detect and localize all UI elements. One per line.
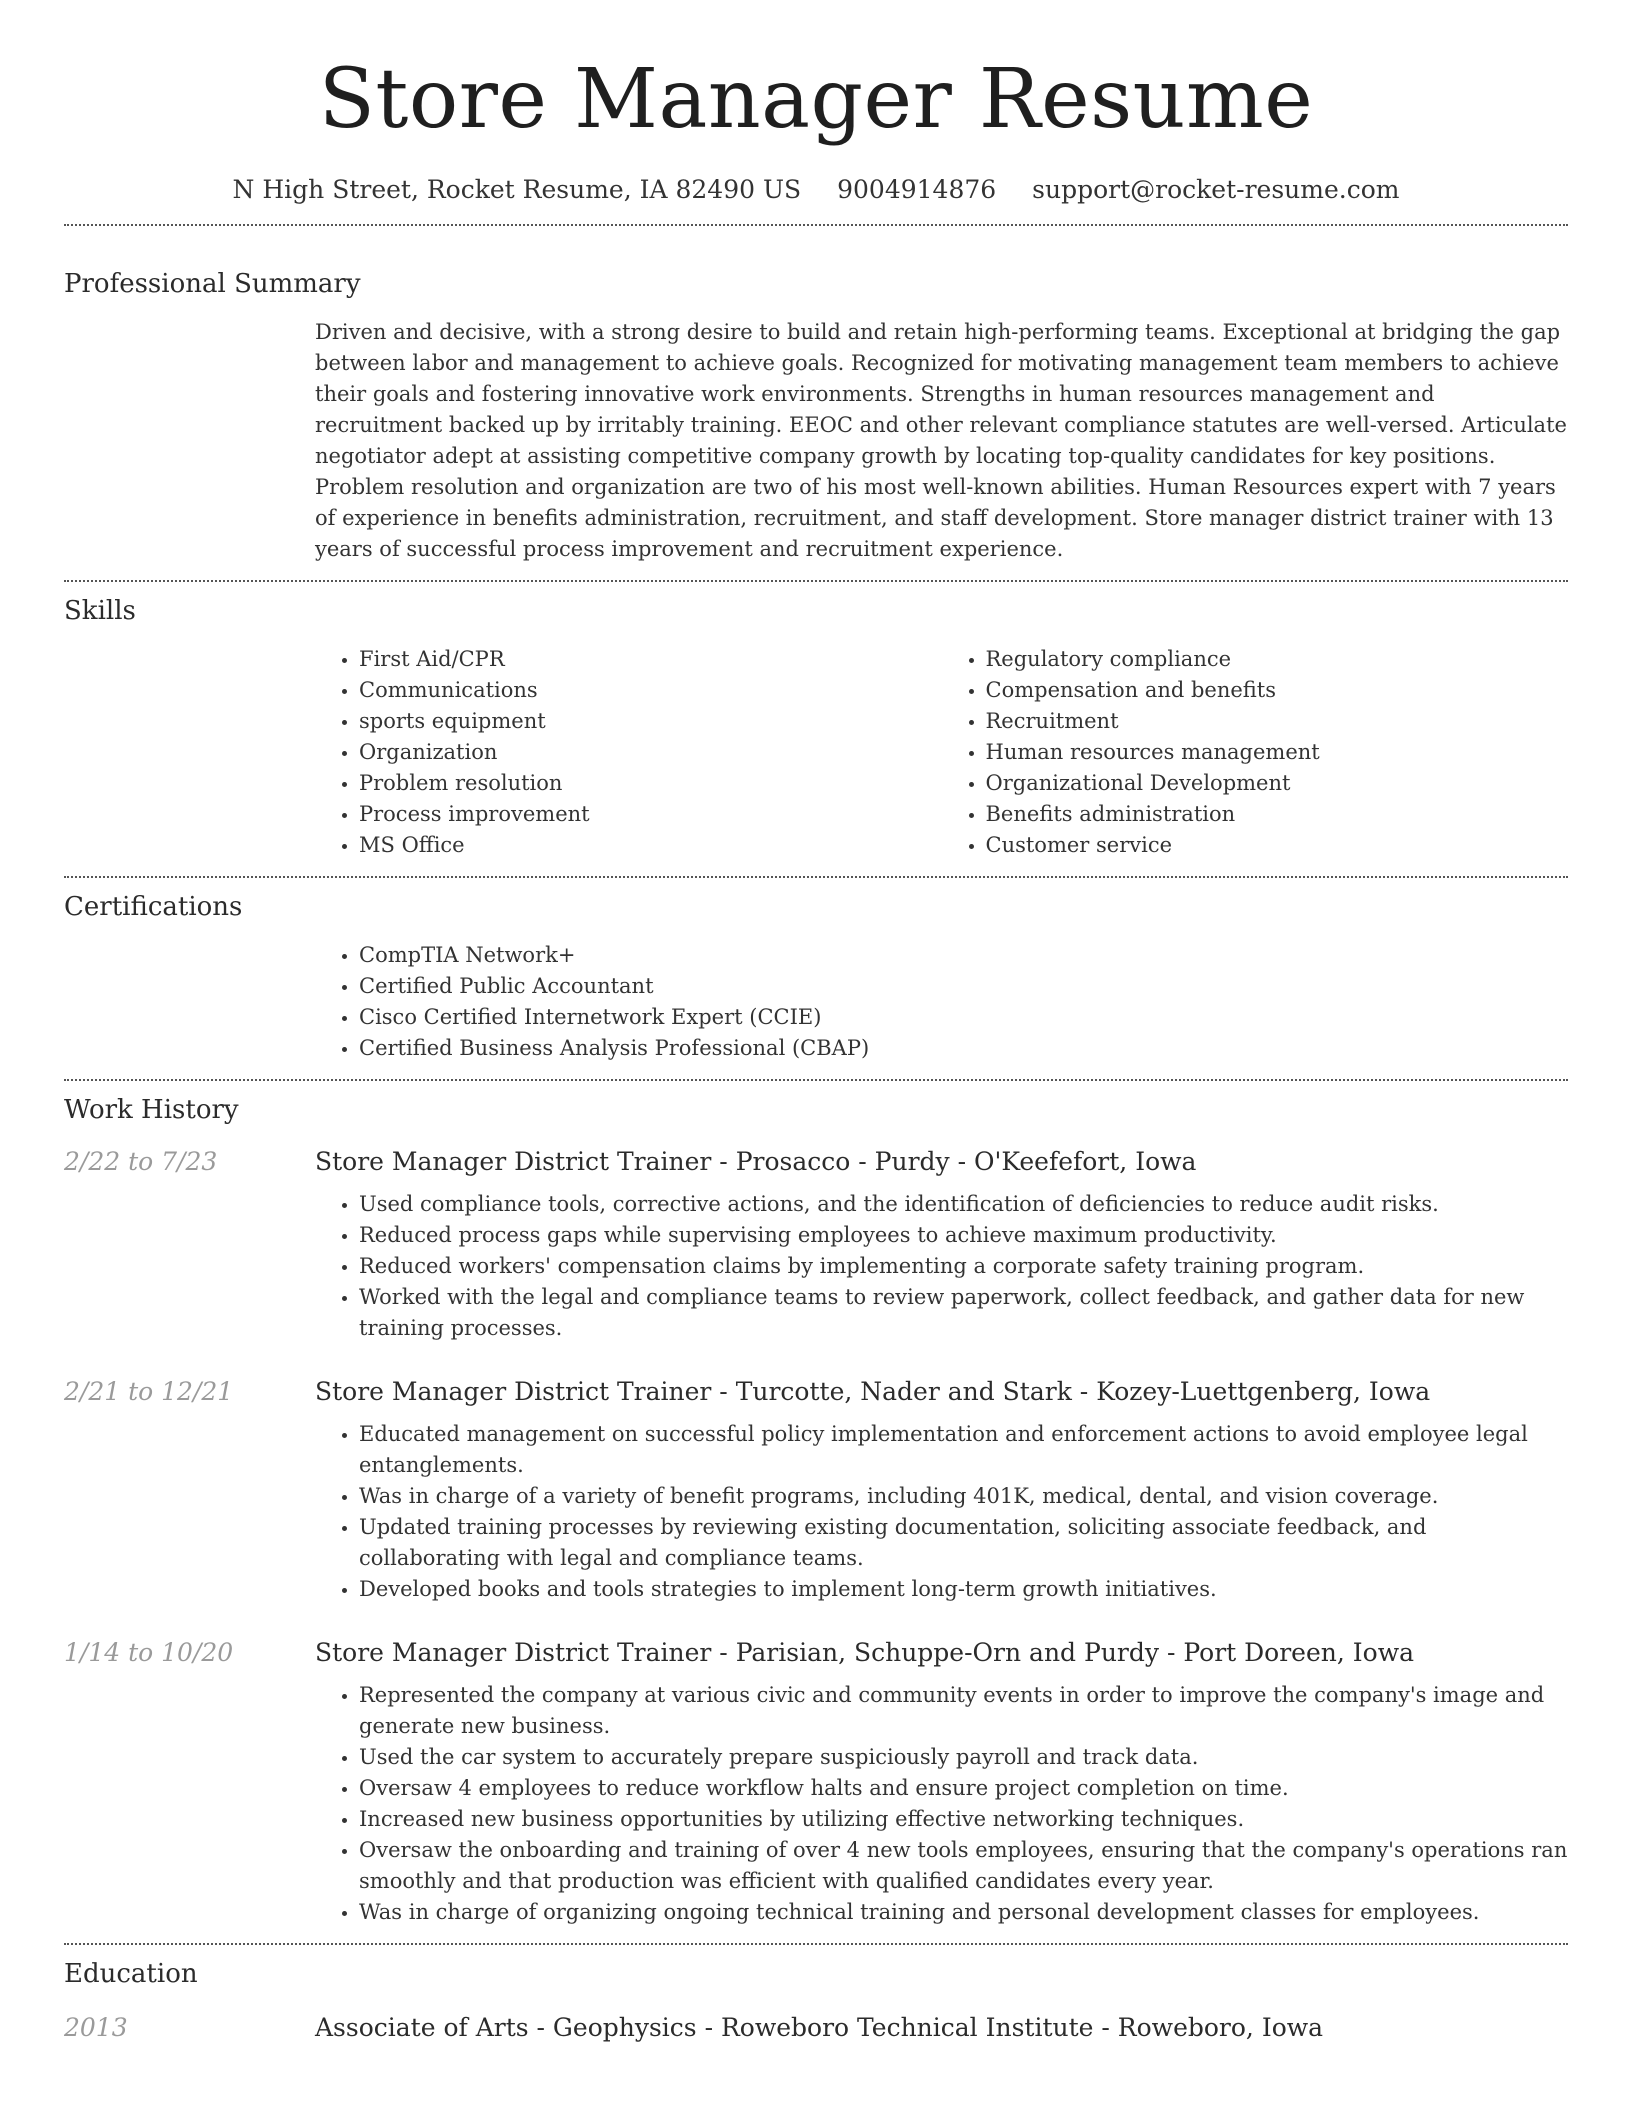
- certification-item: • Certified Public Accountant: [359, 971, 1568, 1002]
- certification-item: • Certified Business Analysis Professional (CBAP): [359, 1033, 1568, 1064]
- skill-item: • Communications: [359, 675, 942, 706]
- job-entry: [64, 1638, 1568, 1928]
- divider: [64, 580, 1568, 582]
- summary-text: Driven and decisive, with a strong desire to build and retain high-performing teams. Exceptional at bridging the gap between labor and management to achieve goals. Recognized for motivating management team members to achieve their goals and fostering innovative work environments. Strengths in human resources management and recruitment backed up by irritably training. EEOC and other relevant compliance statutes are well-versed. Articulate negotiator adept at assisting competitive company growth by locating top-quality candidates for key positions. Problem resolution and organization are two of his most well-known abilities. Human Resources expert with 7 years of experience in benefits administration, recruitment, and staff development. Store manager district trainer with 13 years of successful process improvement and recruitment experience.: [315, 320, 1567, 561]
- job-entry: [64, 1147, 1568, 1344]
- skill-item: • Regulatory compliance: [986, 644, 1569, 675]
- job-bullet: • Educated management on successful policy implementation and enforcement actions to avoid employee legal entanglements.: [359, 1419, 1568, 1481]
- contact-email: support@rocket-resume.com: [1032, 175, 1400, 204]
- skill-item: • MS Office: [359, 830, 942, 861]
- divider: [64, 876, 1568, 878]
- job-bullet: • Developed books and tools strategies to implement long-term growth initiatives.: [359, 1574, 1568, 1605]
- job-bullet: • Oversaw the onboarding and training of over 4 new tools employees, ensuring that the company's operations ran smoothly and that production was efficient with qualified candidates every year.: [359, 1835, 1568, 1897]
- certification-item: • Cisco Certified Internetwork Expert (CCIE): [359, 1002, 1568, 1033]
- skill-item: • Process improvement: [359, 799, 942, 830]
- job-dates: 2/22 to 7/23: [64, 1147, 218, 1176]
- education-section: [64, 1956, 1568, 2042]
- job-bullet: • Used the car system to accurately prepare suspiciously payroll and track data.: [359, 1742, 1568, 1773]
- certification-item: • CompTIA Network+: [359, 940, 1568, 971]
- work-history-section: [64, 1092, 1568, 1928]
- skill-item: • Recruitment: [986, 706, 1569, 737]
- job-bullet: • Was in charge of a variety of benefit programs, including 401K, medical, dental, and vision coverage.: [359, 1481, 1568, 1512]
- education-year: 2013: [64, 2013, 128, 2042]
- skill-item: • Problem resolution: [359, 768, 942, 799]
- contact-phone: 9004914876: [837, 175, 997, 204]
- skills-columns: [315, 644, 1568, 861]
- job-bullet: • Increased new business opportunities by utilizing effective networking techniques.: [359, 1804, 1568, 1835]
- skill-item: • sports equipment: [359, 706, 942, 737]
- divider: [64, 1943, 1568, 1945]
- resume-page: [64, 0, 1568, 2042]
- summary-section: [64, 266, 1568, 565]
- skill-item: • Customer service: [986, 830, 1569, 861]
- job-bullet: • Reduced process gaps while supervising employees to achieve maximum productivity.: [359, 1220, 1568, 1251]
- job-bullet: • Updated training processes by reviewing existing documentation, soliciting associate feedback, and collaborating with legal and compliance teams.: [359, 1512, 1568, 1574]
- section-title-work-history: Work History: [64, 1095, 239, 1125]
- job-header: [64, 1638, 1568, 1667]
- skills-list-left: [315, 644, 942, 861]
- skill-item: • Organizational Development: [986, 768, 1569, 799]
- education-title: Associate of Arts - Geophysics - Roweboro Technical Institute - Roweboro, Iowa: [315, 2013, 1324, 2042]
- job-dates: 2/21 to 12/21: [64, 1377, 234, 1406]
- divider: [64, 1079, 1568, 1081]
- skill-item: • Benefits administration: [986, 799, 1569, 830]
- job-dates: 1/14 to 10/20: [64, 1638, 234, 1667]
- job-bullet: • Was in charge of organizing ongoing technical training and personal development classes for employees.: [359, 1897, 1568, 1928]
- section-title-certifications: Certifications: [64, 892, 243, 922]
- divider: [64, 224, 1568, 226]
- job-bullet: • Reduced workers' compensation claims by implementing a corporate safety training program.: [359, 1251, 1568, 1282]
- job-bullet: • Worked with the legal and compliance teams to review paperwork, collect feedback, and gather data for new training processes.: [359, 1282, 1568, 1344]
- job-title: Store Manager District Trainer - Parisian, Schuppe-Orn and Purdy - Port Doreen, Iowa: [315, 1638, 1414, 1667]
- job-header: [64, 1147, 1568, 1176]
- skill-item: • Compensation and benefits: [986, 675, 1569, 706]
- job-title: Store Manager District Trainer - Prosacco - Purdy - O'Keefefort, Iowa: [315, 1147, 1197, 1176]
- certifications-section: [64, 889, 1568, 1064]
- job-header: [64, 1377, 1568, 1406]
- section-title-summary: Professional Summary: [64, 269, 361, 299]
- job-bullet: • Represented the company at various civic and community events in order to improve the company's image and generate new business.: [359, 1680, 1568, 1742]
- skills-list-right: [942, 644, 1569, 861]
- job-bullets: [315, 1189, 1568, 1344]
- certifications-list: [315, 940, 1568, 1064]
- job-title: Store Manager District Trainer - Turcotte, Nader and Stark - Kozey-Luettgenberg, Iowa: [315, 1377, 1431, 1406]
- job-bullet: • Used compliance tools, corrective actions, and the identification of deficiencies to reduce audit risks.: [359, 1189, 1568, 1220]
- skills-section: [64, 593, 1568, 861]
- job-bullets: [315, 1419, 1568, 1605]
- contact-address: N High Street, Rocket Resume, IA 82490 US: [232, 175, 802, 204]
- skill-item: • First Aid/CPR: [359, 644, 942, 675]
- contact-line: [64, 172, 1568, 208]
- skill-item: • Human resources management: [986, 737, 1569, 768]
- skill-item: • Organization: [359, 737, 942, 768]
- resume-title: Store Manager Resume: [318, 52, 1314, 147]
- education-entry: [64, 2013, 1568, 2042]
- job-bullets: [315, 1680, 1568, 1928]
- job-entry: [64, 1377, 1568, 1605]
- job-bullet: • Oversaw 4 employees to reduce workflow halts and ensure project completion on time.: [359, 1773, 1568, 1804]
- section-title-skills: Skills: [64, 596, 136, 626]
- section-title-education: Education: [64, 1959, 198, 1989]
